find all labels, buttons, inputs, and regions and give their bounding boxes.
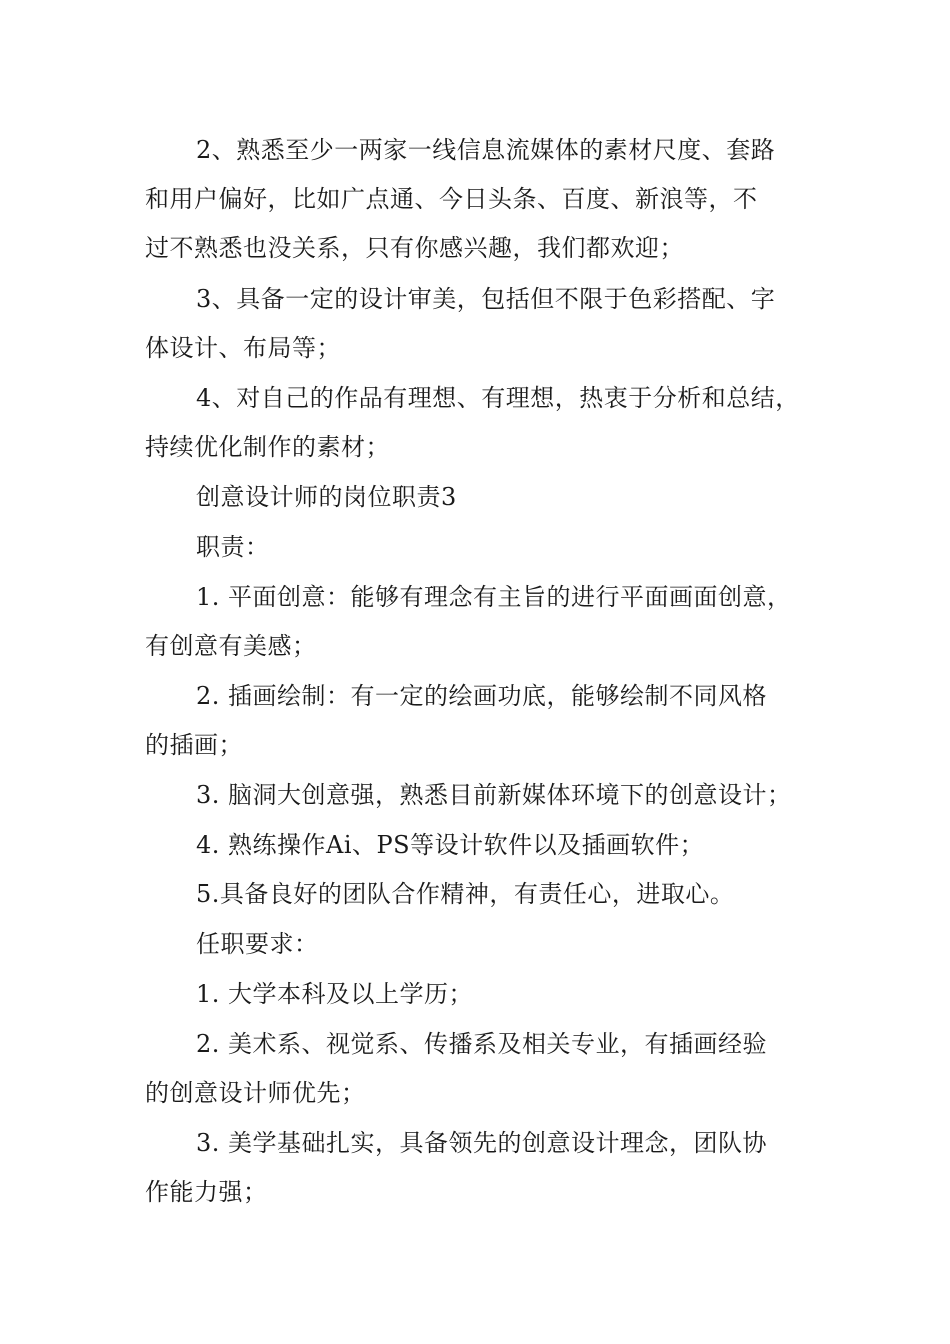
list-item-line: 的插画； [145, 731, 243, 759]
list-item-line: 2. 插画绘制：有一定的绘画功底，能够绘制不同风格 [196, 682, 768, 710]
list-item-line: 3. 美学基础扎实，具备领先的创意设计理念，团队协 [196, 1129, 768, 1157]
paragraph-line: 2、熟悉至少一两家一线信息流媒体的素材尺度、套路 [196, 136, 776, 164]
subheading-duties: 职责： [196, 533, 270, 561]
list-item-line: 3. 脑洞大创意强，熟悉目前新媒体环境下的创意设计； [196, 781, 792, 809]
list-item-line: 1. 平面创意：能够有理念有主旨的进行平面画面创意， [196, 583, 792, 611]
section-heading: 创意设计师的岗位职责3 [196, 483, 457, 511]
list-item-line: 作能力强； [145, 1178, 268, 1206]
paragraph-line: 和用户偏好，比如广点通、今日头条、百度、新浪等，不 [145, 185, 758, 213]
list-item-line: 的创意设计师优先； [145, 1079, 366, 1107]
subheading-requirements: 任职要求： [196, 930, 319, 958]
paragraph-line: 体设计、布局等； [145, 334, 341, 362]
paragraph-line: 过不熟悉也没关系，只有你感兴趣，我们都欢迎； [145, 234, 684, 262]
list-item-line: 4. 熟练操作Ai、PS等设计软件以及插画软件； [196, 831, 705, 859]
paragraph-line: 持续优化制作的素材； [145, 433, 390, 461]
list-item-line: 有创意有美感； [145, 632, 317, 660]
list-item-line: 1. 大学本科及以上学历； [196, 980, 474, 1008]
list-item-line: 2. 美术系、视觉系、传播系及相关专业，有插画经验 [196, 1030, 768, 1058]
list-item-line: 5.具备良好的团队合作精神，有责任心，进取心。 [196, 880, 735, 908]
paragraph-line: 3、具备一定的设计审美，包括但不限于色彩搭配、字 [196, 285, 776, 313]
paragraph-line: 4、对自己的作品有理想、有理想，热衷于分析和总结， [196, 384, 800, 412]
